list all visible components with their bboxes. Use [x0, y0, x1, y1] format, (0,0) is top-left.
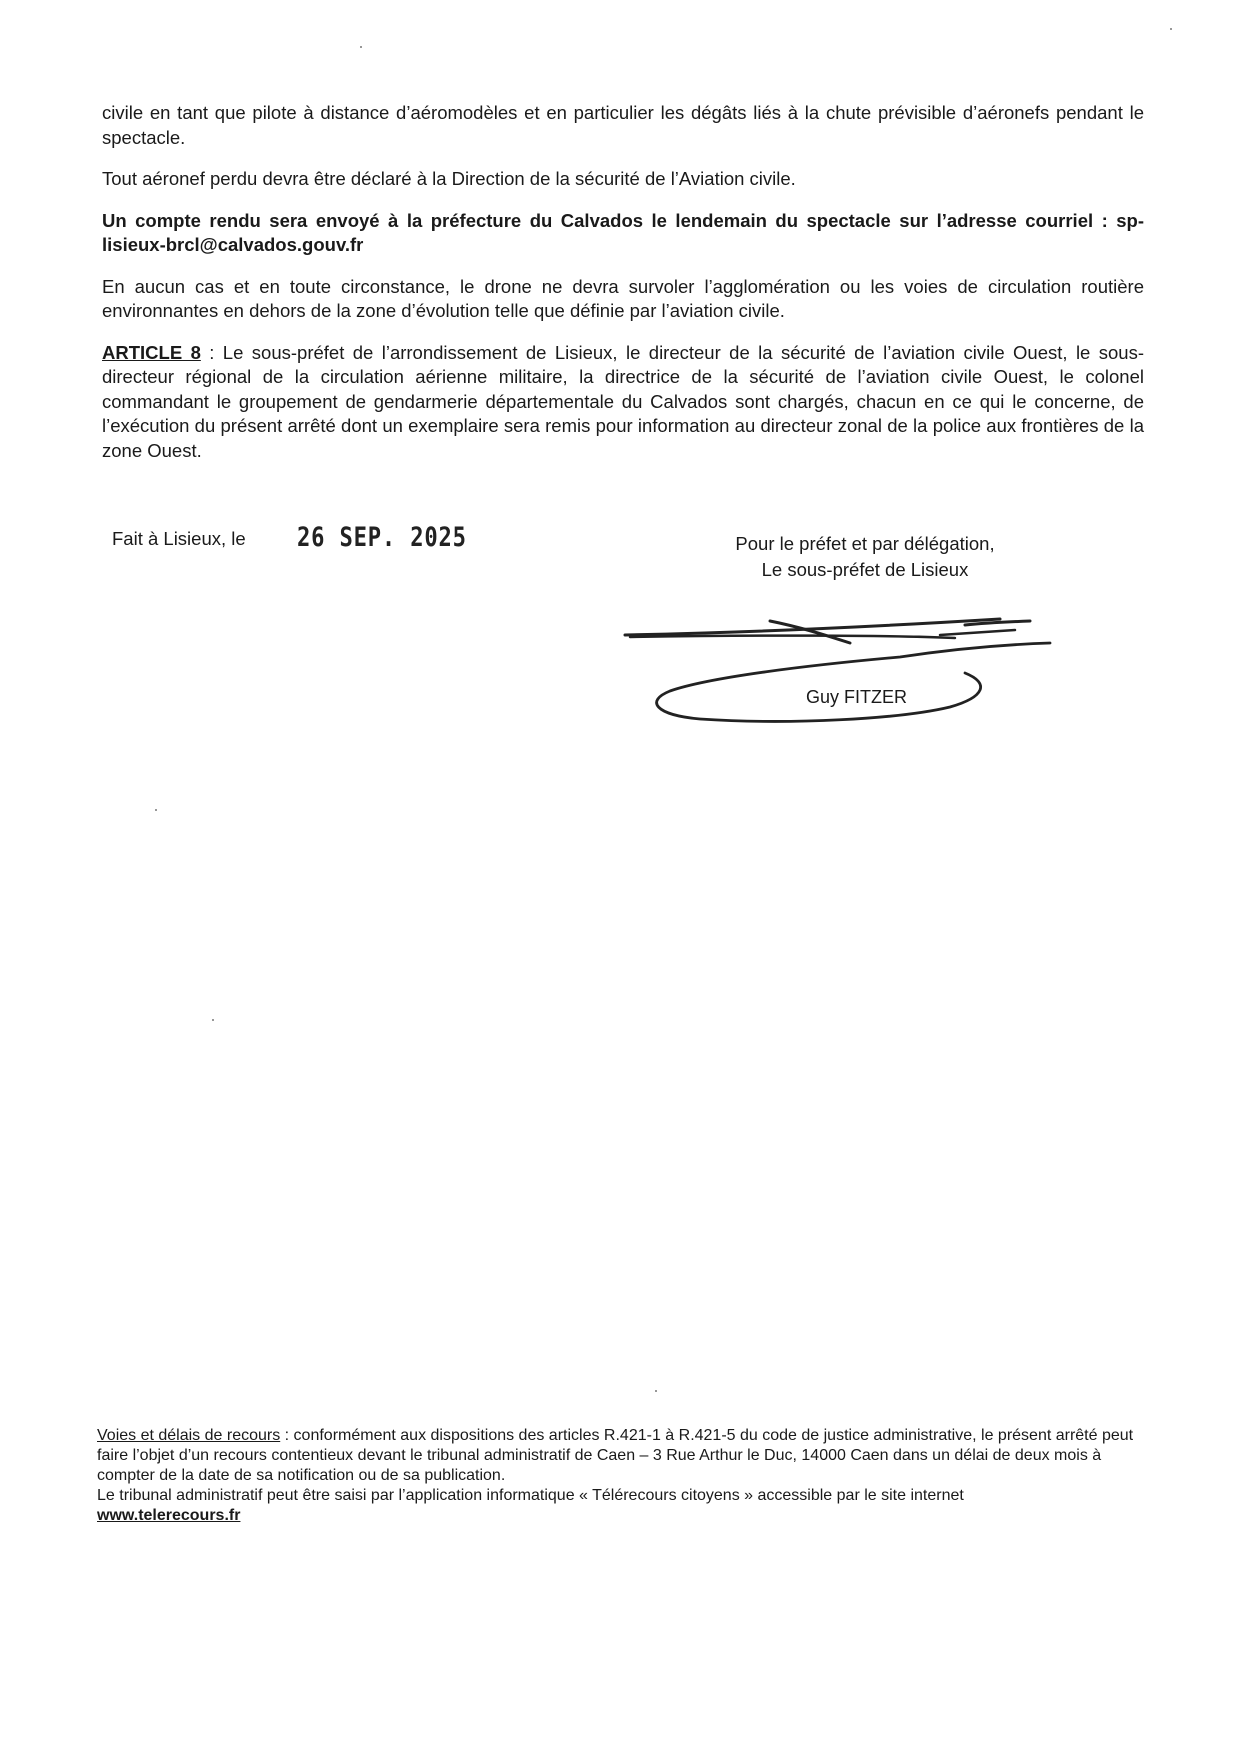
- paragraph-no-overflight: En aucun cas et en toute circonstance, le drone ne devra survoler l’agglomération ou les voies de circulation routière environnantes en dehors de la zone d’évolution telle que définie par l’aviation civile.: [102, 275, 1144, 321]
- scan-speck: [1170, 28, 1172, 30]
- footer-legal-notice: [97, 1426, 1147, 1526]
- footer-paragraph: [97, 1426, 1147, 1486]
- scan-speck: [655, 1390, 657, 1392]
- footer-text-2: Le tribunal administratif peut être saisi par l’application informatique « Télérecours citoyens » accessible par le site internet: [97, 1487, 964, 1504]
- document-body: [102, 101, 1144, 480]
- date-stamp: 26 SEP. 2025: [297, 522, 467, 553]
- footer-heading: Voies et délais de recours: [97, 1427, 281, 1444]
- paragraph-lost-aircraft: Tout aéronef perdu devra être déclaré à la Direction de la sécurité de l’Aviation civile.: [102, 168, 796, 189]
- title-line: Le sous-préfet de Lisieux: [761, 559, 969, 580]
- scan-speck: [360, 46, 362, 48]
- signature-block: [700, 531, 1030, 583]
- scan-speck: [212, 1019, 214, 1021]
- article-8-label: ARTICLE 8: [102, 341, 201, 363]
- telerecours-link[interactable]: www.telerecours.fr: [97, 1507, 241, 1524]
- footer-text-1: : conformément aux dispositions des articles R.421-1 à R.421-5 du code de justice administrative, le présent arrêté peut faire l’objet d’un recours contentieux devant le tribunal administratif de Caen – 3 Rue Arthur le Duc, 14000 Caen dans un délai de deux mois à compter de la date de sa notification ou de sa publication.: [97, 1427, 1134, 1484]
- article-8: [102, 341, 1144, 464]
- paragraph-liability: civile en tant que pilote à distance d’aéromodèles et en particulier les dégâts liés à la chute prévisible d’aéronefs pendant le spectacle.: [102, 102, 1144, 148]
- scan-speck: [155, 809, 157, 811]
- signer-name: Guy FITZER: [806, 687, 908, 707]
- article-8-text: : Le sous-préfet de l’arrondissement de Lisieux, le directeur de la sécurité de l’aviation civile Ouest, le sous-directeur régional de la circulation aérienne militaire, la directrice de la sécurité de l’aviation civile Ouest, le colonel commandant le groupement de gendarmerie départementale du Calvados sont chargés, chacun en ce qui le concerne, de l’exécution du présent arrêté dont un exemplaire sera remis pour information au directeur zonal de la police aux frontières de la zone Ouest.: [102, 341, 1144, 461]
- handwritten-signature: [610, 605, 1060, 735]
- delegation-line: Pour le préfet et par délégation,: [735, 533, 995, 554]
- place-label: Fait à Lisieux, le: [112, 528, 246, 549]
- paragraph-report: Un compte rendu sera envoyé à la préfecture du Calvados le lendemain du spectacle sur l’adresse courriel : sp-lisieux-brcl@calvados.gouv.fr: [102, 209, 1144, 255]
